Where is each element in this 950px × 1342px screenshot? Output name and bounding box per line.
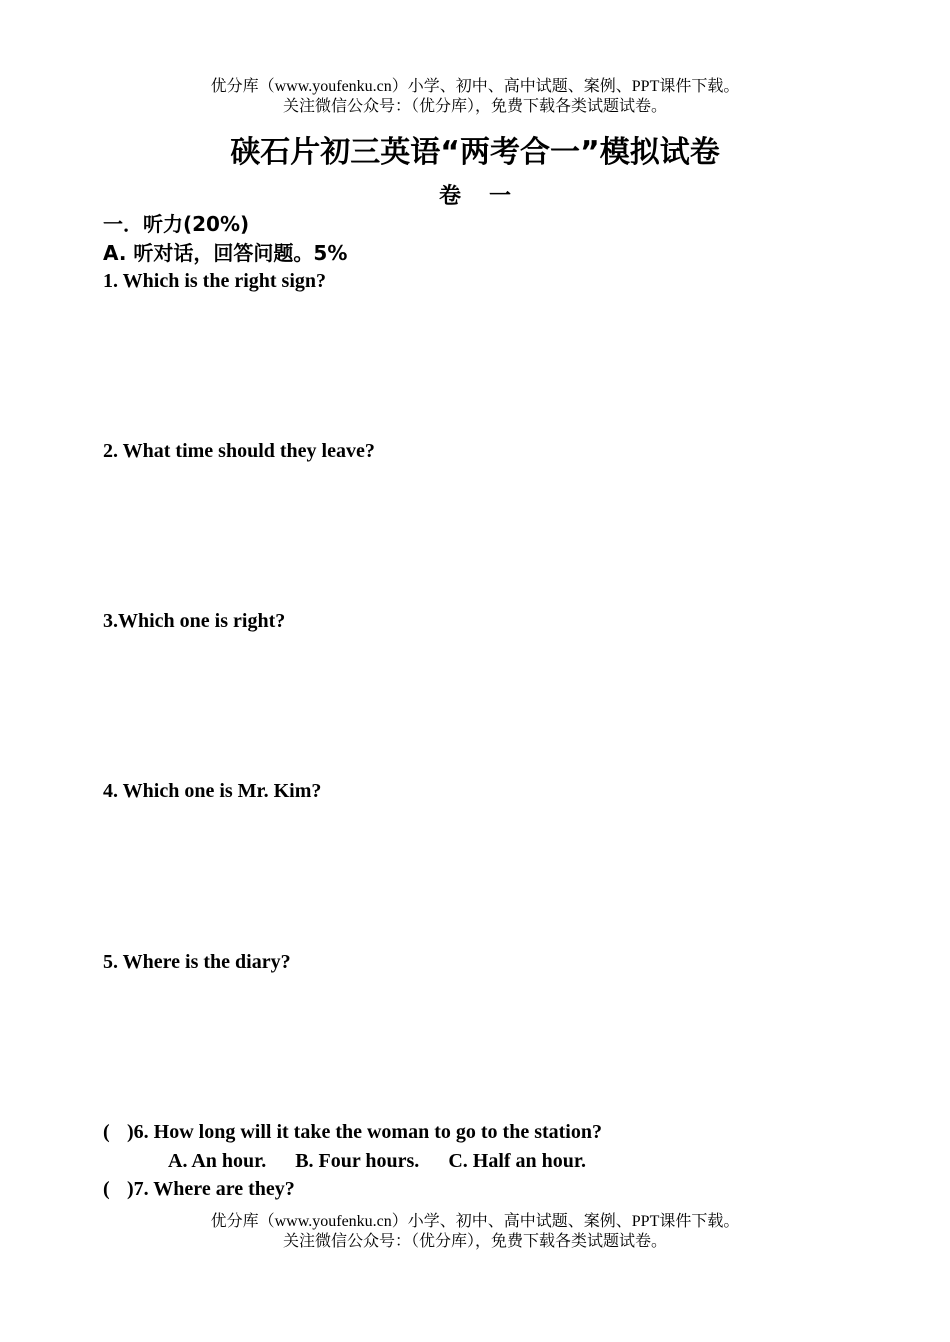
part-a-heading: A. 听对话，回答问题。5% — [103, 241, 348, 265]
question-5: 5. Where is the diary? — [103, 951, 291, 973]
question-6 — [103, 1119, 602, 1145]
question-7 — [103, 1176, 295, 1202]
question-4: 4. Which one is Mr. Kim? — [103, 780, 322, 802]
question-7-text: )7. Where are they? — [127, 1178, 295, 1200]
page-title: 硖石片初三英语“两考合一”模拟试卷 — [230, 135, 720, 170]
question-3: 3.Which one is right? — [103, 610, 286, 632]
question-2: 2. What time should they leave? — [103, 440, 375, 462]
answer-blank-6: ( — [103, 1121, 110, 1143]
question-1: 1. Which is the right sign? — [103, 270, 326, 292]
section-heading: 一．听力(20%) — [103, 212, 250, 236]
option-c: C. Half an hour. — [448, 1150, 586, 1172]
header-line-2: 关注微信公众号：（优分库），免费下载各类试题试卷。 — [282, 98, 667, 115]
answer-blank-7: ( — [103, 1178, 110, 1200]
header-line-1: 优分库（www.youfenku.cn）小学、初中、高中试题、案例、PPT课件下载。 — [210, 78, 740, 95]
option-b: B. Four hours. — [295, 1150, 420, 1172]
page-subtitle: 卷一 — [438, 184, 539, 209]
footer-line-1: 优分库（www.youfenku.cn）小学、初中、高中试题、案例、PPT课件下载。 — [210, 1213, 740, 1230]
option-a: A. An hour. — [168, 1150, 267, 1172]
footer-line-2: 关注微信公众号：（优分库），免费下载各类试题试卷。 — [282, 1233, 667, 1250]
question-6-options — [168, 1148, 610, 1174]
question-6-text: )6. How long will it take the woman to go to the station? — [127, 1121, 602, 1143]
